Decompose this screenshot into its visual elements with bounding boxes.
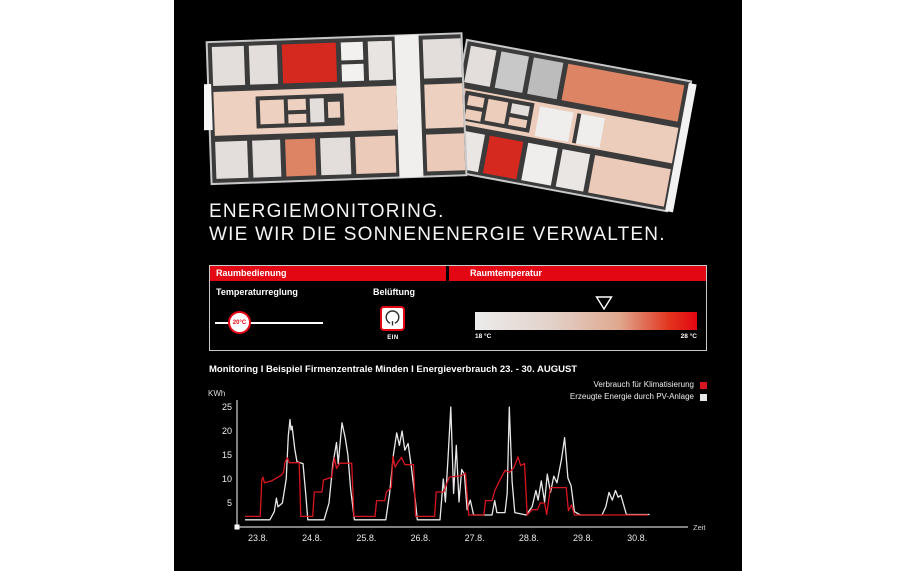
temperature-gradient-bar: [475, 312, 697, 330]
svg-text:25: 25: [221, 402, 232, 412]
svg-text:24.8.: 24.8.: [302, 533, 323, 543]
header-raumbedienung: Raumbedienung: [210, 266, 446, 281]
legend-label-erzeugte: Erzeugte Energie durch PV-Anlage: [569, 392, 694, 401]
temperature-slider-knob[interactable]: 20°C: [228, 311, 251, 334]
svg-text:27.8.: 27.8.: [464, 533, 485, 543]
legend-label-verbrauch: Verbrauch für Klimatisierung: [593, 380, 694, 389]
chart-title: Monitoring I Beispiel Firmenzentrale Minden I Energieverbrauch 23. - 30. AUGUST: [209, 364, 578, 375]
temperature-control-label: Temperaturreglung: [216, 287, 298, 297]
svg-text:28.8.: 28.8.: [518, 533, 539, 543]
svg-text:29.8.: 29.8.: [573, 533, 594, 543]
ventilation-button[interactable]: [380, 306, 405, 331]
power-icon: [382, 308, 403, 329]
ventilation-label: Belüftung: [373, 287, 415, 297]
floor-plan-right-wing: [443, 40, 697, 212]
svg-text:26.8.: 26.8.: [410, 533, 431, 543]
temperature-marker-icon: [595, 296, 613, 310]
floor-plan-left-wing: [204, 33, 466, 184]
svg-text:20: 20: [221, 426, 232, 436]
title-line-2: WIE WIR DIE SONNENENERGIE VERWALTEN.: [209, 224, 666, 245]
building-floor-plan: [204, 26, 704, 218]
gradient-max-label: 28 °C: [680, 333, 697, 340]
gradient-min-label: 18 °C: [475, 333, 492, 340]
svg-text:15: 15: [221, 450, 232, 460]
ventilation-state: EIN: [387, 335, 399, 341]
svg-text:25.8.: 25.8.: [356, 533, 377, 543]
svg-text:Zeit: Zeit: [693, 523, 706, 532]
poster-title: [209, 200, 666, 246]
header-raumtemperatur: Raumtemperatur: [449, 266, 706, 281]
room-control-panel: [209, 265, 707, 351]
title-line-1: ENERGIEMONITORING.: [209, 201, 445, 222]
svg-text:23.8.: 23.8.: [247, 533, 269, 543]
svg-text:30.8.: 30.8.: [627, 533, 648, 543]
svg-text:10: 10: [221, 474, 232, 484]
svg-text:5: 5: [226, 498, 232, 508]
svg-text:KWh: KWh: [208, 389, 226, 398]
energy-chart: [199, 385, 739, 560]
poster-canvas: [174, 0, 742, 571]
